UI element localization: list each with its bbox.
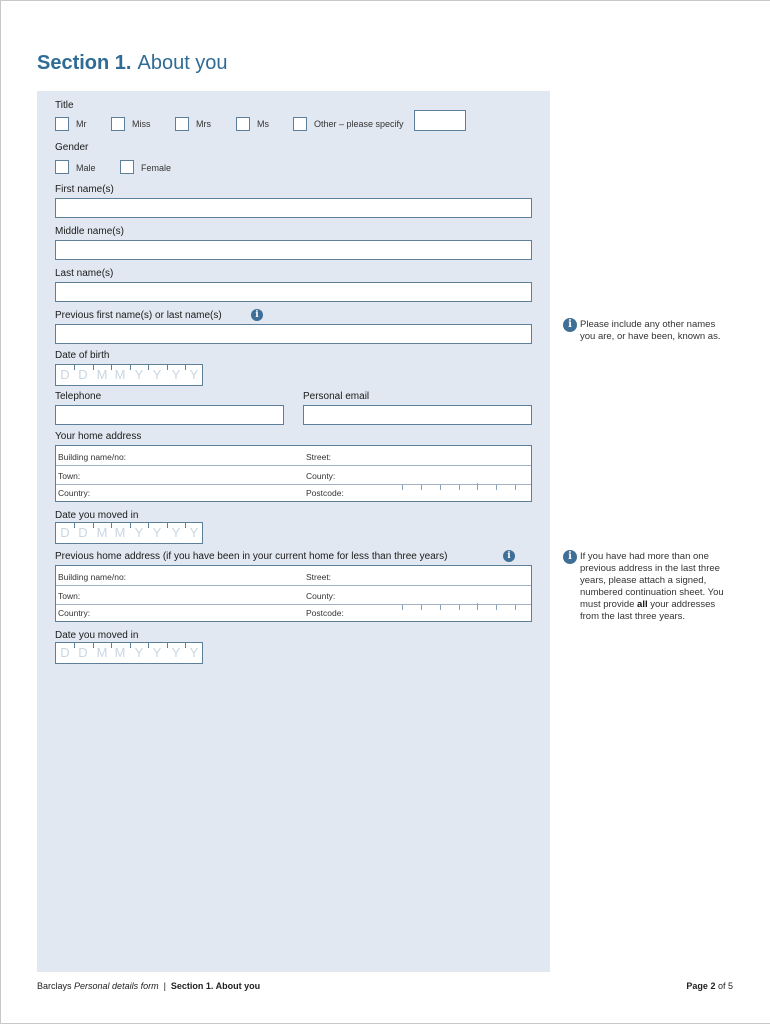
previous-name-note xyxy=(580,319,730,343)
postcode-divider xyxy=(459,485,460,490)
date-digit: D xyxy=(78,367,88,382)
date-digit: D xyxy=(60,525,70,540)
previous-address-table[interactable] xyxy=(55,565,532,622)
previous-name-note-text: Please include any other names you are, or have been, known as. xyxy=(580,319,721,342)
title-mr-label: Mr xyxy=(76,119,87,129)
previous-address-info-icon: i xyxy=(503,550,515,562)
title-other-checkbox[interactable] xyxy=(293,117,307,131)
building-label: Building name/no: xyxy=(58,452,127,462)
postcode-divider xyxy=(440,605,441,610)
country-label: Country: xyxy=(58,608,91,618)
date-digit: Y xyxy=(134,645,144,660)
date-digit: Y xyxy=(171,525,181,540)
middle-name-label: Middle name(s) xyxy=(55,226,124,237)
first-name-input[interactable] xyxy=(55,198,532,218)
street-label: Street: xyxy=(306,572,332,582)
date-separator xyxy=(167,643,168,648)
date-separator xyxy=(74,365,75,370)
postcode-divider xyxy=(402,605,403,610)
gender-female-label: Female xyxy=(141,163,172,173)
date-moved-in-previous-label: Date you moved in xyxy=(55,630,139,641)
date-separator xyxy=(93,365,94,370)
date-separator xyxy=(111,523,112,528)
postcode-divider xyxy=(421,485,422,490)
footer-page-total: of 5 xyxy=(717,981,733,991)
home-address-table[interactable] xyxy=(55,445,532,502)
postcode-divider xyxy=(421,605,422,610)
footer-brand: Barclays xyxy=(37,981,72,991)
telephone-input[interactable] xyxy=(55,405,284,425)
previous-address-label: Previous home address (if you have been in your current home for less than three years) xyxy=(55,551,448,562)
date-digit: M xyxy=(114,367,126,382)
country-label: Country: xyxy=(58,488,91,498)
personal-email-input[interactable] xyxy=(303,405,532,425)
date-separator xyxy=(74,523,75,528)
date-separator xyxy=(148,365,149,370)
previous-name-label: Previous first name(s) or last name(s) xyxy=(55,310,222,321)
home-address-label: Your home address xyxy=(55,431,142,442)
date-of-birth-label: Date of birth xyxy=(55,350,110,361)
title-other-label: Other – please specify xyxy=(314,119,404,129)
title-mr-checkbox[interactable] xyxy=(55,117,69,131)
town-label: Town: xyxy=(58,471,81,481)
postcode-divider xyxy=(459,605,460,610)
date-separator xyxy=(148,523,149,528)
date-digit: Y xyxy=(189,645,199,660)
date-moved-in-label: Date you moved in xyxy=(55,510,139,521)
date-digit: M xyxy=(114,645,126,660)
county-label: County: xyxy=(306,471,336,481)
footer-page-current: 2 xyxy=(710,981,716,991)
title-miss-checkbox[interactable] xyxy=(111,117,125,131)
date-separator xyxy=(185,365,186,370)
footer-form-name: Personal details form xyxy=(74,981,159,991)
footer-page-label: Page xyxy=(686,981,708,991)
date-digit: D xyxy=(60,367,70,382)
date-of-birth-input[interactable] xyxy=(55,364,203,386)
title-other-specify-input[interactable] xyxy=(414,110,466,131)
last-name-label: Last name(s) xyxy=(55,268,114,279)
date-separator xyxy=(148,643,149,648)
section-number: Section 1. xyxy=(37,52,132,74)
date-moved-in-previous-input[interactable] xyxy=(55,642,203,664)
date-separator xyxy=(111,643,112,648)
date-separator xyxy=(130,523,131,528)
date-digit: M xyxy=(96,525,108,540)
previous-address-note-suffix: your addresses from the last three years. xyxy=(580,599,716,622)
date-digit: D xyxy=(78,645,88,660)
title-miss-label: Miss xyxy=(132,119,151,129)
date-separator xyxy=(93,523,94,528)
date-separator xyxy=(167,523,168,528)
address-row-divider xyxy=(56,465,531,466)
previous-name-info-icon: i xyxy=(251,309,263,321)
date-separator xyxy=(185,643,186,648)
date-digit: Y xyxy=(189,367,199,382)
section-title: About you xyxy=(137,52,228,74)
title-label: Title xyxy=(55,100,74,111)
last-name-input[interactable] xyxy=(55,282,532,302)
postcode-divider xyxy=(440,485,441,490)
date-digit: Y xyxy=(171,645,181,660)
previous-address-note xyxy=(580,551,730,623)
previous-address-note-bold: all xyxy=(637,599,648,610)
date-moved-in-input[interactable] xyxy=(55,522,203,544)
gender-female-checkbox[interactable] xyxy=(120,160,134,174)
title-ms-label: Ms xyxy=(257,119,269,129)
postcode-divider xyxy=(402,485,403,490)
date-separator xyxy=(185,523,186,528)
section-heading xyxy=(37,52,228,75)
date-digit: Y xyxy=(152,645,162,660)
date-digit: Y xyxy=(134,525,144,540)
street-label: Street: xyxy=(306,452,332,462)
date-separator xyxy=(167,365,168,370)
date-digit: Y xyxy=(171,367,181,382)
title-mrs-checkbox[interactable] xyxy=(175,117,189,131)
date-digit: Y xyxy=(134,367,144,382)
postcode-divider xyxy=(477,483,478,490)
postcode-divider xyxy=(515,485,516,490)
personal-email-label: Personal email xyxy=(303,391,370,402)
postcode-divider xyxy=(496,485,497,490)
date-separator xyxy=(74,643,75,648)
date-digit: M xyxy=(96,367,108,382)
title-ms-checkbox[interactable] xyxy=(236,117,250,131)
gender-male-label: Male xyxy=(76,163,96,173)
date-digit: Y xyxy=(152,367,162,382)
postcode-label: Postcode: xyxy=(306,488,344,498)
footer-page-number xyxy=(600,981,733,991)
telephone-label: Telephone xyxy=(55,391,102,402)
county-label: County: xyxy=(306,591,336,601)
previous-name-input[interactable] xyxy=(55,324,532,344)
date-digit: M xyxy=(96,645,108,660)
gender-label: Gender xyxy=(55,142,89,153)
previous-address-note-info-icon: i xyxy=(563,550,577,564)
postcode-divider xyxy=(515,605,516,610)
date-digit: D xyxy=(60,645,70,660)
town-label: Town: xyxy=(58,591,81,601)
gender-male-checkbox[interactable] xyxy=(55,160,69,174)
title-mrs-label: Mrs xyxy=(196,119,211,129)
address-row-divider xyxy=(56,585,531,586)
date-separator xyxy=(130,643,131,648)
footer-section: Section 1. About you xyxy=(170,981,261,991)
date-digit: M xyxy=(114,525,126,540)
postcode-divider xyxy=(496,605,497,610)
postcode-divider xyxy=(477,603,478,610)
date-separator xyxy=(111,365,112,370)
postcode-label: Postcode: xyxy=(306,608,344,618)
date-separator xyxy=(130,365,131,370)
middle-name-input[interactable] xyxy=(55,240,532,260)
date-digit: Y xyxy=(189,525,199,540)
date-separator xyxy=(93,643,94,648)
first-name-label: First name(s) xyxy=(55,184,114,195)
building-label: Building name/no: xyxy=(58,572,127,582)
date-digit: D xyxy=(78,525,88,540)
previous-address-note-text: If you have had more than one previous address in the last three years, please attach a signed, numbered continuation sheet. You must provide xyxy=(580,551,724,610)
previous-name-note-info-icon: i xyxy=(563,318,577,332)
footer-separator: | xyxy=(163,981,166,991)
date-digit: Y xyxy=(152,525,162,540)
footer-form-info xyxy=(37,981,260,991)
